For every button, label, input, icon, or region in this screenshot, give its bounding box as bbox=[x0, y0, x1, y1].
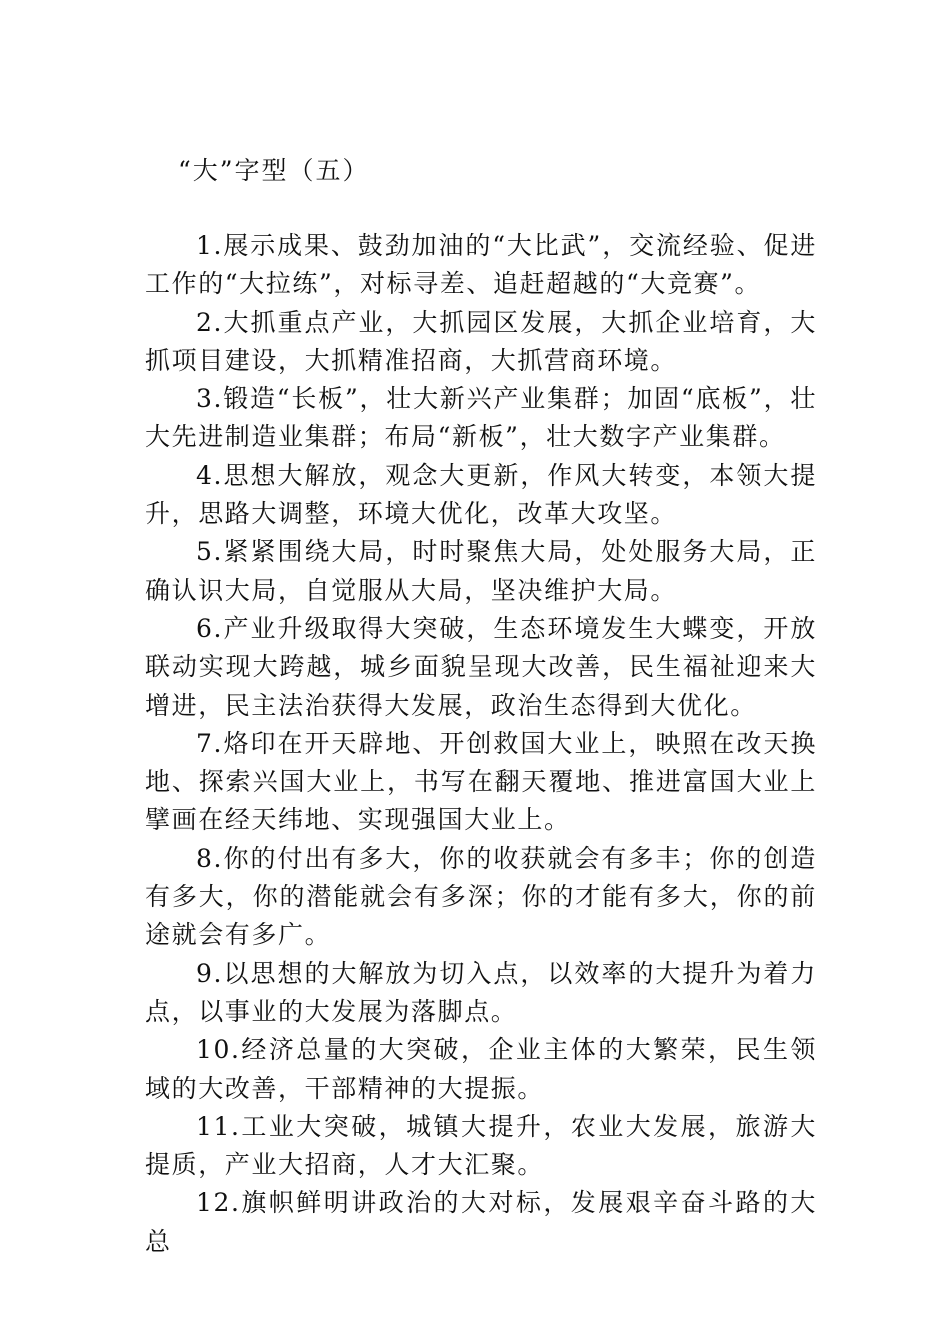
paragraph-7: 7.烙印在开天辟地、开创救国大业上，映照在改天换地、探索兴国大业上，书写在翻天覆地、推进富国大业上擘画在经天纬地、实现强国大业上。 bbox=[145, 728, 817, 835]
paragraph-5: 5.紧紧围绕大局，时时聚焦大局，处处服务大局，正确认识大局，自觉服从大局，坚决维护大局。 bbox=[145, 537, 817, 605]
paragraph-1: 1.展示成果、鼓劲加油的“大比武”，交流经验、促进工作的“大拉练”，对标寻差、追赶超越的“大竞赛”。 bbox=[145, 231, 817, 299]
paragraph-3: 3.锻造“长板”，壮大新兴产业集群；加固“底板”，壮大先进制造业集群；布局“新板”，壮大数字产业集群。 bbox=[145, 384, 817, 452]
paragraph-11: 11.工业大突破，城镇大提升，农业大发展，旅游大提质，产业大招商，人才大汇聚。 bbox=[145, 1111, 817, 1180]
paragraph-8: 8.你的付出有多大，你的收获就会有多丰；你的创造有多大，你的潜能就会有多深；你的才能有多大，你的前途就会有多广。 bbox=[145, 843, 817, 950]
paragraph-12: 12.旗帜鲜明讲政治的大对标，发展艰辛奋斗路的大总 bbox=[145, 1188, 817, 1256]
paragraph-2: 2.大抓重点产业，大抓园区发展，大抓企业培育，大抓项目建设，大抓精准招商，大抓营商环境。 bbox=[145, 307, 817, 375]
paragraph-10: 10.经济总量的大突破，企业主体的大繁荣，民生领域的大改善，干部精神的大提振。 bbox=[145, 1035, 817, 1103]
paragraph-9: 9.以思想的大解放为切入点，以效率的大提升为着力点，以事业的大发展为落脚点。 bbox=[145, 958, 817, 1026]
paragraph-6: 6.产业升级取得大突破，生态环境发生大蝶变，开放联动实现大跨越，城乡面貌呈现大改善，民生福祉迎来大增进，民主法治获得大发展，政治生态得到大优化。 bbox=[145, 613, 817, 720]
document-body bbox=[145, 227, 817, 1261]
document-title: “大”字型（五） bbox=[178, 156, 370, 185]
paragraph-4: 4.思想大解放，观念大更新，作风大转变，本领大提升，思路大调整，环境大优化，改革大攻坚。 bbox=[145, 460, 817, 529]
